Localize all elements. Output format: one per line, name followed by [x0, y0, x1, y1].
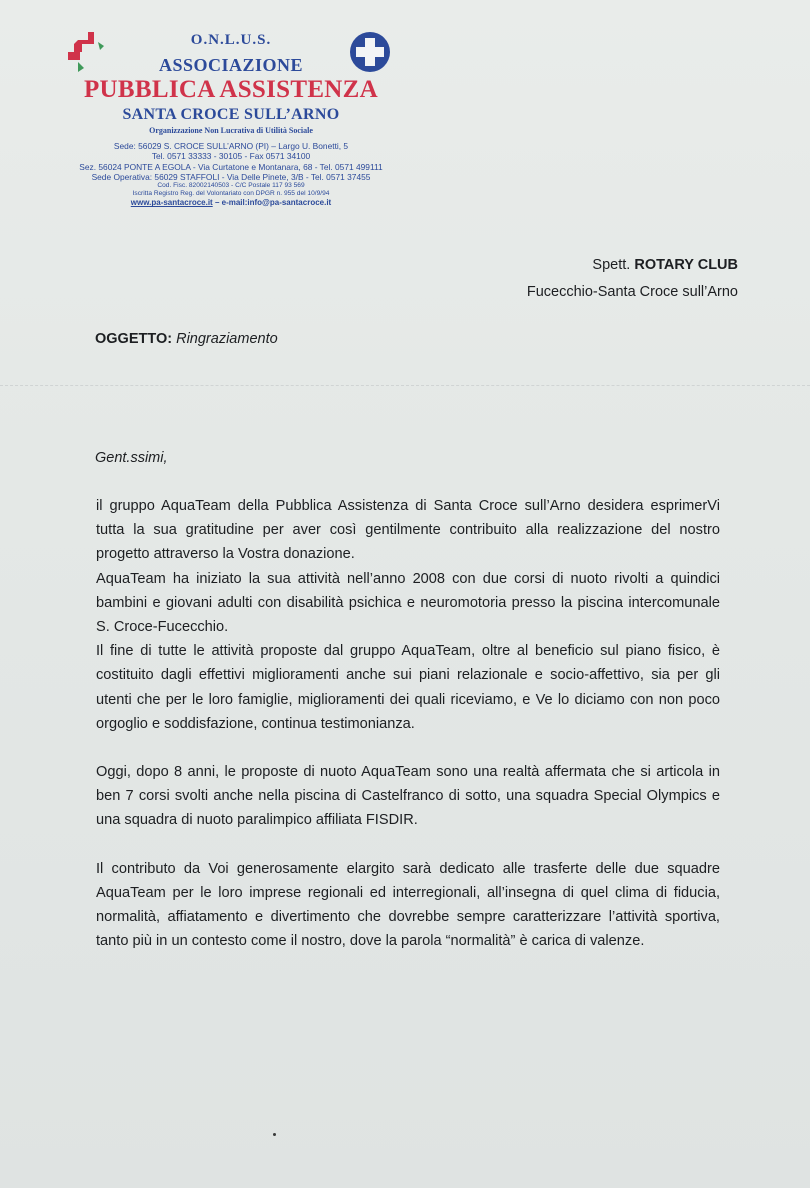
- blue-cross-logo-icon: [348, 30, 392, 74]
- address-block: [56, 141, 406, 208]
- paragraph: Oggi, dopo 8 anni, le proposte di nuoto AquaTeam sono una realtà affermata che si articola in ben 7 corsi svolti anche nella piscina di Castelfranco di sotto, una squadra Special Olympics e una squadra di nuoto paralimpico affiliata FISDIR.: [96, 764, 720, 829]
- organization-type: Organizzazione Non Lucrativa di Utilità Sociale: [149, 126, 313, 135]
- registro: Iscritta Registro Reg. del Volontariato con DPGR n. 955 del 10/9/94: [132, 190, 330, 198]
- address-sede-operativa: Sede Operativa: 56029 STAFFOLI - Via Delle Pinete, 3/B - Tel. 0571 37455: [91, 171, 371, 182]
- addressee-name: ROTARY CLUB: [634, 257, 738, 273]
- address-tel: Tel. 0571 33333 - 30105 - Fax 0571 34100: [151, 151, 311, 162]
- email-text: – e-mail:info@pa-santacroce.it: [212, 198, 332, 208]
- subject-line: [95, 331, 278, 347]
- paragraph: AquaTeam ha iniziato la sua attività nell’anno 2008 con due corsi di nuoto rivolti a quindici bambini e giovani adulti con disabilità psichica e neuromotoria presso la piscina intercomunale S. Croce-Fucecchio.: [96, 570, 720, 636]
- onlus-label: O.N.L.U.S.: [190, 32, 272, 48]
- contact-line: [56, 198, 406, 208]
- cod-fisc: Cod. Fisc. 82002140503 - C/C Postale 117 93 569: [157, 182, 305, 190]
- ink-dot: [273, 1133, 276, 1136]
- organization-name: PUBBLICA ASSISTENZA: [83, 76, 378, 103]
- organization-location: SANTA CROCE SULL’ARNO: [122, 106, 340, 123]
- fold-line: [0, 385, 810, 386]
- addressee-location: Fucecchio-Santa Croce sull’Arno: [526, 284, 738, 300]
- website-link[interactable]: www.pa-santacroce.it: [130, 198, 213, 208]
- addressee-prefix: Spett.: [592, 257, 635, 273]
- address-sede: Sede: 56029 S. CROCE SULL’ARNO (PI) – Largo U. Bonetti, 5: [113, 141, 349, 151]
- red-cross-logo-icon: [64, 30, 116, 78]
- subject-text: Ringraziamento: [176, 331, 278, 347]
- paragraph: Il fine di tutte le attività proposte dal gruppo AquaTeam, oltre al beneficio sul piano fisico, è costituito dagli effettivi miglioramenti anche sui piani relazionale e socio-affettivo, sia per gli utenti che per le loro famiglie, miglioramenti dei quali riceviamo, e Ve lo diciamo con non poco orgoglio e soddisfazione, continua testimonianza.: [96, 643, 720, 732]
- letter-body: [96, 494, 720, 953]
- address-sez: Sez. 56024 PONTE A EGOLA - Via Curtatone e Montanara, 68 - Tel. 0571 499111: [79, 161, 383, 172]
- addressee-block: [527, 252, 738, 306]
- greeting: Gent.ssimi,: [95, 450, 168, 466]
- subject-label: OGGETTO:: [95, 331, 173, 347]
- paragraph: Il contributo da Voi generosamente elargito sarà dedicato alle trasferte delle due squadre AquaTeam per le loro imprese regionali ed interregionali, all’insegna di quel clima di fiducia, normalità, affiatamento e divertimento che dovrebbe sempre caratterizzare l’attività sportiva, tanto più in un contesto come il nostro, dove la parola “normalità” è carica di valenze.: [96, 860, 720, 950]
- paragraph: il gruppo AquaTeam della Pubblica Assistenza di Santa Croce sull’Arno desidera esprimerVi tutta la sua gratitudine per aver così gentilmente contribuito alla realizzazione del nostro progetto attraverso la Vostra donazione.: [96, 498, 720, 563]
- associazione-label: ASSOCIAZIONE: [158, 55, 304, 75]
- letterhead: [56, 28, 406, 208]
- addressee-line: [527, 252, 738, 279]
